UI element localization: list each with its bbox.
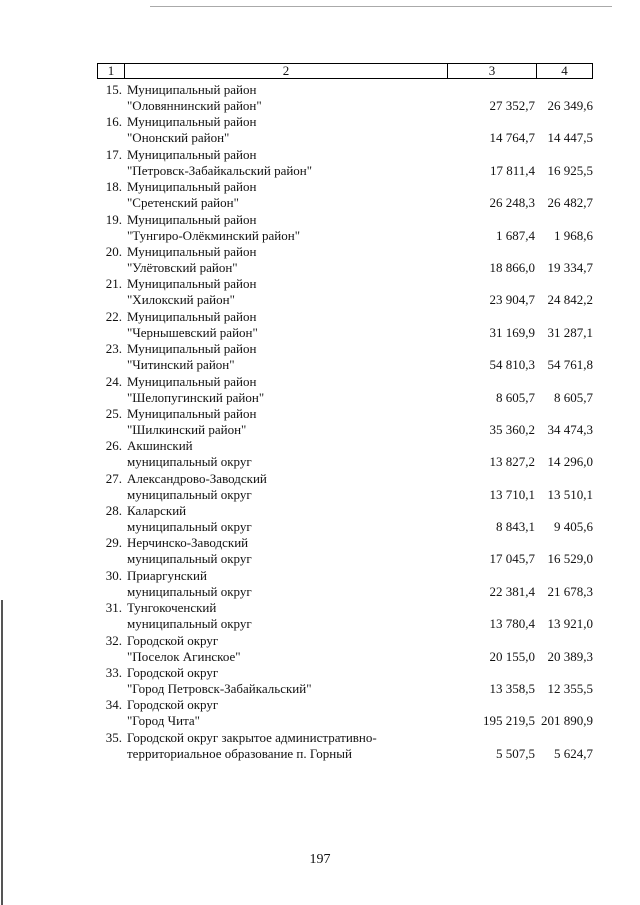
row-value-col3: 26 248,3 bbox=[489, 195, 535, 211]
row-value-col4: 16 925,5 bbox=[547, 162, 593, 178]
row-number: 34. bbox=[105, 697, 122, 713]
row-value-col3: 13 710,1 bbox=[489, 486, 535, 502]
row-value-col4: 16 529,0 bbox=[547, 551, 593, 567]
row-value-col3: 13 358,5 bbox=[489, 681, 535, 697]
row-number: 29. bbox=[105, 535, 122, 551]
row-name-line1: Муниципальный район bbox=[127, 276, 257, 292]
table-row bbox=[97, 275, 597, 307]
table-row bbox=[97, 211, 597, 243]
row-number: 28. bbox=[105, 503, 122, 519]
page-number: 197 bbox=[309, 852, 331, 867]
row-number: 31. bbox=[105, 600, 122, 616]
row-name-line1: Муниципальный район bbox=[127, 405, 257, 421]
row-value-col3: 1 687,4 bbox=[496, 227, 535, 243]
row-value-col4: 26 349,6 bbox=[547, 98, 593, 113]
row-value-col4: 34 474,3 bbox=[547, 421, 593, 437]
row-value-col3: 17 811,4 bbox=[489, 162, 535, 178]
row-value-col4: 24 842,2 bbox=[547, 292, 593, 308]
row-name-line2: муниципальный округ bbox=[127, 486, 252, 502]
row-name-line1: Нерчинско-Заводский bbox=[127, 535, 249, 551]
row-name-line2: "Ононский район" bbox=[127, 130, 230, 146]
row-value-col4: 201 890,9 bbox=[541, 713, 593, 729]
row-value-col3: 23 904,7 bbox=[489, 292, 535, 308]
row-value-col3: 22 381,4 bbox=[489, 583, 535, 599]
row-name-line1: Муниципальный район bbox=[127, 373, 257, 389]
row-name-line2: муниципальный округ bbox=[127, 551, 252, 567]
table-row bbox=[97, 470, 597, 502]
row-number: 24. bbox=[105, 373, 122, 389]
table-row bbox=[97, 373, 597, 405]
row-value-col3: 20 155,0 bbox=[489, 648, 535, 664]
row-name-line2: муниципальный округ bbox=[127, 454, 252, 470]
table-row bbox=[97, 599, 597, 631]
row-number: 16. bbox=[105, 114, 122, 130]
row-name-line2: "Хилокский район" bbox=[127, 292, 235, 308]
table-header bbox=[97, 63, 593, 79]
row-name-line1: Муниципальный район bbox=[127, 179, 257, 195]
row-name-line2: муниципальный округ bbox=[127, 583, 252, 599]
table-row bbox=[97, 437, 597, 469]
row-name-line2: муниципальный округ bbox=[127, 519, 252, 535]
header-col-2: 2 bbox=[125, 64, 448, 78]
row-value-col4: 13 510,1 bbox=[547, 486, 593, 502]
row-number: 25. bbox=[105, 405, 122, 421]
row-name-line1: Городской округ bbox=[127, 665, 219, 681]
table-row bbox=[97, 696, 597, 728]
row-name-line1: Городской округ bbox=[127, 632, 219, 648]
row-value-col3: 13 780,4 bbox=[489, 616, 535, 632]
row-value-col4: 12 355,5 bbox=[547, 681, 593, 697]
table-row bbox=[97, 534, 597, 566]
table-row bbox=[97, 178, 597, 210]
table-row bbox=[97, 113, 597, 145]
table-row bbox=[97, 729, 597, 761]
row-name-line1: Городской округ закрытое административно- bbox=[127, 729, 377, 745]
row-number: 23. bbox=[105, 341, 122, 357]
row-value-col4: 13 921,0 bbox=[547, 616, 593, 632]
row-value-col3: 8 843,1 bbox=[496, 519, 535, 535]
row-value-col3: 17 045,7 bbox=[489, 551, 535, 567]
row-value-col3: 13 827,2 bbox=[489, 454, 535, 470]
row-name-line2: территориальное образование п. Горный bbox=[127, 745, 352, 761]
header-col-1: 1 bbox=[98, 64, 125, 78]
row-number: 22. bbox=[105, 308, 122, 324]
row-value-col3: 31 169,9 bbox=[489, 324, 535, 340]
row-name-line2: "Петровск-Забайкальский район" bbox=[127, 162, 313, 178]
row-name-line2: "Сретенский район" bbox=[127, 195, 239, 211]
row-name-line2: "Тунгиро-Олёкминский район" bbox=[127, 227, 301, 243]
row-name-line1: Муниципальный район bbox=[127, 308, 257, 324]
row-value-col3: 5 507,5 bbox=[496, 745, 535, 761]
row-value-col4: 8 605,7 bbox=[554, 389, 593, 405]
row-name-line2: муниципальный округ bbox=[127, 616, 252, 632]
row-name-line1: Приаргунский bbox=[127, 567, 207, 583]
table-row bbox=[97, 81, 597, 113]
row-name-line2: "Читинский район" bbox=[127, 357, 235, 373]
row-name-line1: Муниципальный район bbox=[127, 82, 257, 97]
row-value-col3: 195 219,5 bbox=[483, 713, 535, 729]
row-name-line1: Акшинский bbox=[127, 438, 193, 454]
row-name-line1: Муниципальный район bbox=[127, 114, 257, 130]
row-number: 19. bbox=[105, 211, 122, 227]
row-value-col4: 19 334,7 bbox=[547, 259, 593, 275]
row-value-col3: 27 352,7 bbox=[489, 98, 535, 113]
row-number: 32. bbox=[105, 632, 122, 648]
header-col-3: 3 bbox=[448, 64, 537, 78]
row-value-col4: 20 389,3 bbox=[547, 648, 593, 664]
row-number: 30. bbox=[105, 567, 122, 583]
row-value-col3: 14 764,7 bbox=[489, 130, 535, 146]
table-row bbox=[97, 308, 597, 340]
table-row bbox=[97, 664, 597, 696]
row-value-col4: 21 678,3 bbox=[547, 583, 593, 599]
row-number: 27. bbox=[105, 470, 122, 486]
row-value-col4: 1 968,6 bbox=[554, 227, 593, 243]
row-name-line1: Тунгокоченский bbox=[127, 600, 217, 616]
row-number: 15. bbox=[105, 82, 122, 97]
row-name-line1: Муниципальный район bbox=[127, 146, 257, 162]
row-name-line2: "Улётовский район" bbox=[127, 259, 238, 275]
table-row bbox=[97, 340, 597, 372]
row-name-line2: "Шелопугинский район" bbox=[127, 389, 265, 405]
header-col-4: 4 bbox=[561, 63, 568, 78]
row-name-line2: "Город Чита" bbox=[127, 713, 200, 729]
top-rule bbox=[150, 6, 612, 7]
row-name-line2: "Поселок Агинское" bbox=[127, 648, 241, 664]
table-row bbox=[97, 502, 597, 534]
row-name-line2: "Оловяннинский район" bbox=[127, 98, 262, 113]
table-body bbox=[97, 81, 597, 761]
row-number: 20. bbox=[105, 243, 122, 259]
row-number: 21. bbox=[105, 276, 122, 292]
row-name-line2: "Чернышевский район" bbox=[127, 324, 258, 340]
row-value-col4: 26 482,7 bbox=[547, 195, 593, 211]
row-value-col4: 14 447,5 bbox=[547, 130, 593, 146]
table-row bbox=[97, 146, 597, 178]
row-value-col3: 54 810,3 bbox=[489, 357, 535, 373]
row-name-line2: "Город Петровск-Забайкальский" bbox=[127, 681, 312, 697]
row-name-line2: "Шилкинский район" bbox=[127, 421, 247, 437]
row-name-line1: Муниципальный район bbox=[127, 341, 257, 357]
row-value-col3: 35 360,2 bbox=[489, 421, 535, 437]
row-value-col4: 54 761,8 bbox=[547, 357, 593, 373]
table-row bbox=[97, 243, 597, 275]
table-row bbox=[97, 632, 597, 664]
row-name-line1: Александрово-Заводский bbox=[127, 470, 267, 486]
row-name-line1: Каларский bbox=[127, 503, 187, 519]
row-value-col3: 18 866,0 bbox=[489, 259, 535, 275]
row-name-line1: Городской округ bbox=[127, 697, 219, 713]
row-value-col4: 5 624,7 bbox=[554, 745, 593, 761]
row-number: 18. bbox=[105, 179, 122, 195]
row-number: 33. bbox=[105, 665, 122, 681]
row-value-col3: 8 605,7 bbox=[496, 389, 535, 405]
row-number: 17. bbox=[105, 146, 122, 162]
table-row bbox=[97, 405, 597, 437]
row-number: 26. bbox=[105, 438, 122, 454]
row-value-col4: 31 287,1 bbox=[547, 324, 593, 340]
table-row bbox=[97, 567, 597, 599]
row-name-line1: Муниципальный район bbox=[127, 211, 257, 227]
row-name-line1: Муниципальный район bbox=[127, 243, 257, 259]
row-value-col4: 9 405,6 bbox=[554, 519, 593, 535]
row-number: 35. bbox=[105, 729, 122, 745]
row-value-col4: 14 296,0 bbox=[547, 454, 593, 470]
